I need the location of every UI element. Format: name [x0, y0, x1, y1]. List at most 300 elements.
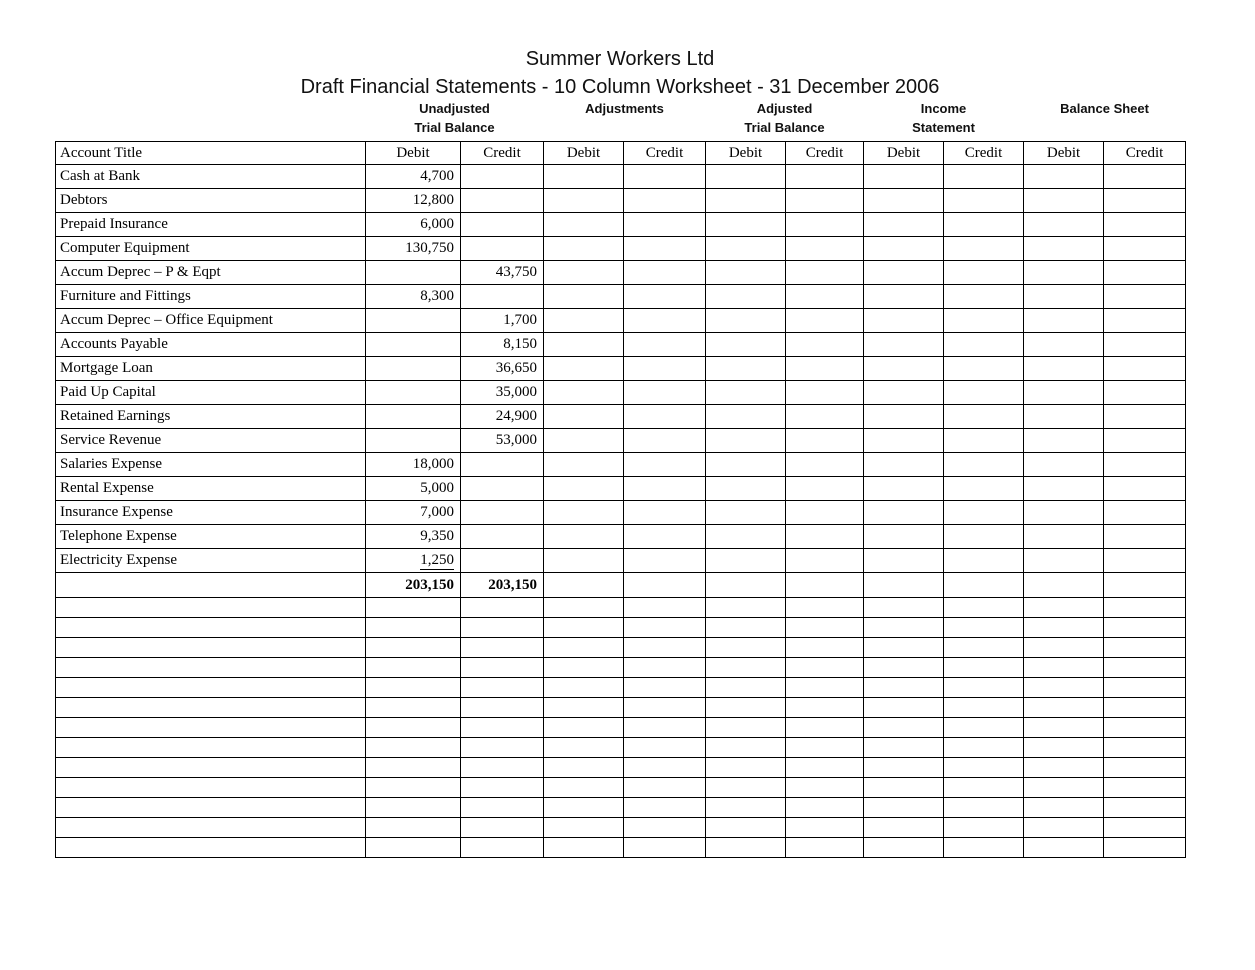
amount-cell [1024, 405, 1104, 429]
amount-cell [706, 678, 786, 698]
amount-cell [864, 598, 944, 618]
account-cell: Debtors [56, 189, 366, 213]
amount-cell [1104, 678, 1186, 698]
account-cell: Electricity Expense [56, 549, 366, 573]
account-cell: Retained Earnings [56, 405, 366, 429]
amount-cell [1024, 429, 1104, 453]
amount-cell [624, 381, 706, 405]
amount-cell [864, 525, 944, 549]
amount-cell [544, 549, 624, 573]
amount-cell [706, 381, 786, 405]
account-cell [56, 738, 366, 758]
column-header-row [56, 142, 1186, 165]
amount-cell [864, 618, 944, 638]
amount-cell [944, 213, 1024, 237]
amount-cell: 7,000 [366, 501, 461, 525]
account-cell [56, 818, 366, 838]
amount-cell [944, 501, 1024, 525]
amount-cell [1024, 525, 1104, 549]
amount-cell [461, 818, 544, 838]
amount-cell [624, 261, 706, 285]
amount-cell [786, 778, 864, 798]
amount-cell [1024, 698, 1104, 718]
amount-cell [366, 738, 461, 758]
amount-cell [1104, 261, 1186, 285]
amount-cell [1104, 165, 1186, 189]
account-cell: Furniture and Fittings [56, 285, 366, 309]
amount-cell [864, 405, 944, 429]
amount-cell [944, 638, 1024, 658]
amount-cell [366, 678, 461, 698]
account-cell: Salaries Expense [56, 453, 366, 477]
amount-cell [944, 165, 1024, 189]
table-row [56, 405, 1186, 429]
column-header-debit: Debit [864, 142, 944, 165]
amount-cell: 4,700 [366, 165, 461, 189]
empty-row [56, 678, 1186, 698]
amount-cell [786, 213, 864, 237]
amount-cell [706, 333, 786, 357]
amount-cell [544, 165, 624, 189]
amount-cell [1024, 309, 1104, 333]
amount-cell [461, 501, 544, 525]
amount-cell [461, 549, 544, 573]
amount-cell [624, 549, 706, 573]
amount-cell [786, 189, 864, 213]
amount-cell [786, 381, 864, 405]
account-cell [56, 573, 366, 598]
group-header-unadjusted-trial-balance [366, 99, 544, 142]
amount-cell [786, 698, 864, 718]
amount-cell [544, 285, 624, 309]
group-header-line [1024, 118, 1186, 137]
amount-cell [944, 658, 1024, 678]
amount-cell [624, 678, 706, 698]
amount-cell: 35,000 [461, 381, 544, 405]
column-header-credit: Credit [624, 142, 706, 165]
amount-cell: 43,750 [461, 261, 544, 285]
table-row [56, 165, 1186, 189]
amount-cell: 8,300 [366, 285, 461, 309]
amount-cell [1104, 477, 1186, 501]
amount-cell [864, 798, 944, 818]
table-row [56, 237, 1186, 261]
amount-cell [864, 501, 944, 525]
empty-row [56, 738, 1186, 758]
account-cell: Accum Deprec – Office Equipment [56, 309, 366, 333]
amount-cell: 36,650 [461, 357, 544, 381]
account-cell: Accounts Payable [56, 333, 366, 357]
worksheet-table [55, 99, 1186, 858]
group-header-line: Balance Sheet [1060, 101, 1149, 116]
table-row [56, 357, 1186, 381]
amount-cell [1024, 165, 1104, 189]
amount-cell [366, 405, 461, 429]
amount-cell [1104, 738, 1186, 758]
amount-cell [864, 738, 944, 758]
amount-cell [544, 237, 624, 261]
amount-cell [366, 549, 461, 573]
amount-cell [544, 357, 624, 381]
amount-cell [786, 618, 864, 638]
amount-cell [1104, 818, 1186, 838]
group-header-line: Adjusted [756, 101, 813, 116]
amount-cell [366, 261, 461, 285]
amount-cell [786, 261, 864, 285]
amount-cell [944, 549, 1024, 573]
amount-cell [786, 477, 864, 501]
amount-cell [786, 798, 864, 818]
amount-cell [944, 525, 1024, 549]
amount-cell [544, 798, 624, 818]
amount-cell [1104, 838, 1186, 858]
group-header-line: Income [920, 101, 967, 116]
total-amount-cell [544, 573, 624, 598]
column-header-debit: Debit [1024, 142, 1104, 165]
amount-cell [1024, 501, 1104, 525]
amount-cell [366, 658, 461, 678]
amount-cell [1024, 333, 1104, 357]
document-title: Draft Financial Statements - 10 Column Worksheet - 31 December 2006 [300, 76, 940, 98]
amount-cell [461, 285, 544, 309]
amount-cell [624, 189, 706, 213]
amount-cell [864, 285, 944, 309]
amount-cell [1024, 818, 1104, 838]
amount-cell [461, 838, 544, 858]
amount-cell [544, 261, 624, 285]
amount-cell [544, 213, 624, 237]
empty-row [56, 658, 1186, 678]
amount-cell [1104, 333, 1186, 357]
amount-cell [366, 698, 461, 718]
amount-cell [864, 718, 944, 738]
amount-cell [624, 698, 706, 718]
amount-cell [1104, 429, 1186, 453]
amount-cell [864, 549, 944, 573]
amount-cell [1104, 698, 1186, 718]
amount-cell [864, 261, 944, 285]
amount-cell [544, 189, 624, 213]
amount-cell [624, 309, 706, 333]
amount-cell [944, 598, 1024, 618]
amount-cell [544, 429, 624, 453]
amount-cell: 6,000 [366, 213, 461, 237]
amount-cell [864, 381, 944, 405]
amount-cell [1104, 309, 1186, 333]
amount-cell [1024, 638, 1104, 658]
amount-cell [786, 598, 864, 618]
account-cell [56, 758, 366, 778]
amount-cell [1024, 838, 1104, 858]
amount-cell [461, 189, 544, 213]
amount-cell [1024, 549, 1104, 573]
account-cell [56, 598, 366, 618]
amount-cell [786, 285, 864, 309]
amount-cell [1104, 213, 1186, 237]
amount-cell [1104, 798, 1186, 818]
amount-cell [544, 718, 624, 738]
amount-cell [1024, 758, 1104, 778]
amount-cell [864, 838, 944, 858]
amount-cell [706, 501, 786, 525]
column-header-credit: Credit [944, 142, 1024, 165]
amount-cell: 24,900 [461, 405, 544, 429]
amount-cell [366, 618, 461, 638]
amount-cell [1024, 618, 1104, 638]
amount-cell [624, 598, 706, 618]
amount-cell [624, 525, 706, 549]
amount-cell [1024, 718, 1104, 738]
total-amount-cell [944, 573, 1024, 598]
amount-cell [461, 598, 544, 618]
amount-cell [944, 798, 1024, 818]
account-cell [56, 778, 366, 798]
amount-cell [944, 237, 1024, 261]
amount-cell [624, 477, 706, 501]
account-cell: Cash at Bank [56, 165, 366, 189]
amount-cell [624, 798, 706, 818]
total-amount-cell [1024, 573, 1104, 598]
underlined-amount: 1,250 [420, 552, 454, 568]
amount-cell [624, 333, 706, 357]
empty-row [56, 598, 1186, 618]
amount-cell [461, 698, 544, 718]
account-cell [56, 718, 366, 738]
table-row [56, 261, 1186, 285]
totals-row [56, 573, 1186, 598]
amount-cell [461, 237, 544, 261]
amount-cell [624, 638, 706, 658]
table-row [56, 213, 1186, 237]
amount-cell [624, 818, 706, 838]
amount-cell [1024, 213, 1104, 237]
amount-cell [366, 798, 461, 818]
account-cell: Service Revenue [56, 429, 366, 453]
amount-cell [706, 309, 786, 333]
total-amount-cell: 203,150 [366, 573, 461, 598]
group-header-line: Trial Balance [744, 120, 825, 135]
table-row [56, 525, 1186, 549]
group-header-line: Unadjusted [419, 101, 490, 116]
amount-cell [544, 818, 624, 838]
amount-cell [461, 618, 544, 638]
amount-cell [544, 778, 624, 798]
amount-cell [706, 758, 786, 778]
amount-cell [461, 638, 544, 658]
column-header-credit: Credit [461, 142, 544, 165]
account-cell: Mortgage Loan [56, 357, 366, 381]
amount-cell [786, 758, 864, 778]
amount-cell [944, 381, 1024, 405]
amount-cell [366, 381, 461, 405]
amount-cell [1104, 638, 1186, 658]
amount-cell [1104, 525, 1186, 549]
account-cell [56, 618, 366, 638]
amount-cell [1104, 285, 1186, 309]
amount-cell [1024, 477, 1104, 501]
group-header-line [544, 118, 706, 137]
amount-cell [786, 405, 864, 429]
amount-cell [944, 678, 1024, 698]
amount-cell [624, 658, 706, 678]
column-header-debit: Debit [366, 142, 461, 165]
amount-cell [706, 549, 786, 573]
amount-cell [706, 598, 786, 618]
amount-cell [1104, 758, 1186, 778]
empty-row [56, 718, 1186, 738]
amount-cell [706, 525, 786, 549]
account-cell [56, 698, 366, 718]
amount-cell [1024, 237, 1104, 261]
amount-cell [786, 818, 864, 838]
table-row [56, 429, 1186, 453]
amount-cell [864, 477, 944, 501]
group-header-income-statement [864, 99, 1024, 142]
amount-cell [624, 213, 706, 237]
total-amount-cell [786, 573, 864, 598]
amount-cell [544, 838, 624, 858]
amount-cell [786, 333, 864, 357]
amount-cell [366, 838, 461, 858]
amount-cell [944, 738, 1024, 758]
amount-cell [544, 525, 624, 549]
document-header [55, 46, 1185, 101]
amount-cell [864, 678, 944, 698]
amount-cell [1024, 798, 1104, 818]
empty-row [56, 618, 1186, 638]
amount-cell [944, 309, 1024, 333]
amount-cell [624, 838, 706, 858]
account-cell [56, 658, 366, 678]
amount-cell [461, 678, 544, 698]
amount-cell [366, 598, 461, 618]
amount-cell [624, 165, 706, 189]
amount-cell [544, 758, 624, 778]
total-amount-cell: 203,150 [461, 573, 544, 598]
amount-cell [544, 598, 624, 618]
amount-cell [544, 658, 624, 678]
amount-cell [1024, 658, 1104, 678]
table-row [56, 501, 1186, 525]
amount-cell [366, 758, 461, 778]
amount-cell [461, 718, 544, 738]
amount-cell [944, 818, 1024, 838]
amount-cell [944, 477, 1024, 501]
amount-cell [624, 738, 706, 758]
amount-cell [1104, 718, 1186, 738]
account-cell [56, 678, 366, 698]
amount-cell [706, 405, 786, 429]
amount-cell [786, 738, 864, 758]
amount-cell [706, 165, 786, 189]
amount-cell [1104, 598, 1186, 618]
amount-cell [786, 237, 864, 261]
account-cell: Computer Equipment [56, 237, 366, 261]
group-header-line: Trial Balance [414, 120, 495, 135]
amount-cell [864, 333, 944, 357]
amount-cell [544, 381, 624, 405]
amount-cell [786, 453, 864, 477]
empty-row [56, 758, 1186, 778]
amount-cell [544, 453, 624, 477]
amount-cell: 5,000 [366, 477, 461, 501]
amount-cell [864, 758, 944, 778]
amount-cell [461, 778, 544, 798]
amount-cell [786, 658, 864, 678]
amount-cell [706, 738, 786, 758]
empty-row [56, 838, 1186, 858]
amount-cell [544, 501, 624, 525]
amount-cell [1024, 678, 1104, 698]
amount-cell [864, 213, 944, 237]
amount-cell [706, 778, 786, 798]
amount-cell [1024, 598, 1104, 618]
amount-cell [366, 357, 461, 381]
amount-cell [1104, 189, 1186, 213]
amount-cell [366, 309, 461, 333]
amount-cell [706, 477, 786, 501]
amount-cell: 53,000 [461, 429, 544, 453]
amount-cell [944, 838, 1024, 858]
amount-cell [706, 658, 786, 678]
amount-cell: 8,150 [461, 333, 544, 357]
account-cell [56, 638, 366, 658]
amount-cell [864, 638, 944, 658]
amount-cell [786, 549, 864, 573]
amount-cell [544, 678, 624, 698]
amount-cell [624, 285, 706, 309]
table-row [56, 549, 1186, 573]
amount-cell [706, 357, 786, 381]
amount-cell [864, 658, 944, 678]
amount-cell [864, 165, 944, 189]
column-header-credit: Credit [1104, 142, 1186, 165]
amount-cell [1104, 501, 1186, 525]
group-header-line: Adjustments [585, 101, 664, 116]
amount-cell [366, 429, 461, 453]
empty-row [56, 818, 1186, 838]
account-cell [56, 838, 366, 858]
amount-cell [706, 285, 786, 309]
amount-cell [706, 618, 786, 638]
amount-cell [1104, 453, 1186, 477]
amount-cell [1104, 357, 1186, 381]
amount-cell [786, 501, 864, 525]
column-header-account-title: Account Title [56, 142, 366, 165]
empty-row [56, 778, 1186, 798]
amount-cell [624, 405, 706, 429]
amount-cell [786, 165, 864, 189]
amount-cell [461, 213, 544, 237]
amount-cell [706, 718, 786, 738]
amount-cell [706, 698, 786, 718]
amount-cell [706, 237, 786, 261]
amount-cell: 130,750 [366, 237, 461, 261]
total-amount-cell [706, 573, 786, 598]
amount-cell [461, 798, 544, 818]
account-cell: Rental Expense [56, 477, 366, 501]
amount-cell: 9,350 [366, 525, 461, 549]
column-header-credit: Credit [786, 142, 864, 165]
amount-cell [1104, 549, 1186, 573]
group-header-adjustments [544, 99, 706, 142]
total-amount-cell [864, 573, 944, 598]
amount-cell [944, 618, 1024, 638]
amount-cell [944, 333, 1024, 357]
column-header-debit: Debit [544, 142, 624, 165]
worksheet-body [56, 165, 1186, 858]
amount-cell [864, 818, 944, 838]
